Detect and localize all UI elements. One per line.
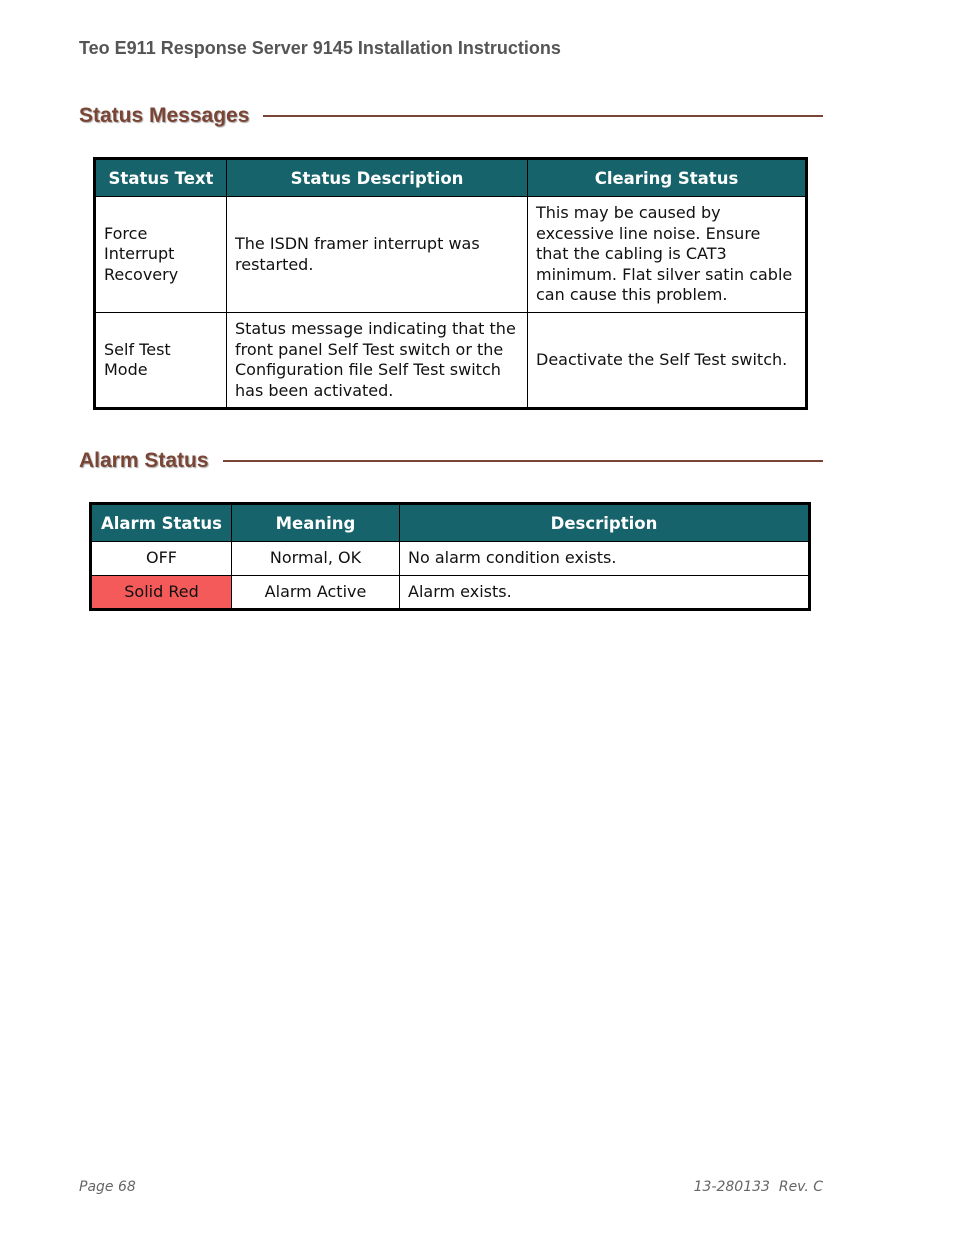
alarm-description-cell: No alarm condition exists. — [400, 542, 810, 576]
alarm-status-cell-red: Solid Red — [91, 575, 232, 610]
status-messages-heading-text: Status Messages — [79, 104, 250, 127]
status-description-cell: The ISDN framer interrupt was restarted. — [227, 197, 528, 313]
table-header-row — [91, 504, 810, 542]
column-header-meaning: Meaning — [232, 504, 400, 542]
column-header-status-description: Status Description — [227, 159, 528, 197]
column-header-status-text: Status Text — [95, 159, 227, 197]
clearing-status-cell: This may be caused by excessive line noise. Ensure that the cabling is CAT3 minimum. Flat silver satin cable can cause this problem. — [528, 197, 807, 313]
alarm-status-heading-text: Alarm Status — [79, 449, 209, 472]
footer-document-revision: 13-280133 Rev. C — [693, 1179, 823, 1195]
heading-rule — [263, 115, 823, 117]
footer-page-number: Page 68 — [79, 1179, 136, 1195]
column-header-clearing-status: Clearing Status — [528, 159, 807, 197]
column-header-description: Description — [400, 504, 810, 542]
alarm-status-cell: OFF — [91, 542, 232, 576]
document-header-title: Teo E911 Response Server 9145 Installation Instructions — [79, 38, 561, 58]
status-messages-table — [93, 157, 808, 410]
column-header-alarm-status: Alarm Status — [91, 504, 232, 542]
alarm-description-cell: Alarm exists. — [400, 575, 810, 610]
table-row — [95, 197, 807, 313]
alarm-status-table — [89, 502, 811, 611]
table-header-row — [95, 159, 807, 197]
table-row — [91, 575, 810, 610]
status-text-cell: Force Interrupt Recovery — [95, 197, 227, 313]
heading-rule — [223, 460, 823, 462]
status-description-cell: Status message indicating that the front panel Self Test switch or the Configuration file Self Test switch has been activated. — [227, 313, 528, 409]
alarm-status-heading — [79, 448, 823, 474]
table-row — [91, 542, 810, 576]
status-text-cell: Self Test Mode — [95, 313, 227, 409]
alarm-meaning-cell: Alarm Active — [232, 575, 400, 610]
status-messages-heading — [79, 103, 823, 129]
alarm-meaning-cell: Normal, OK — [232, 542, 400, 576]
clearing-status-cell: Deactivate the Self Test switch. — [528, 313, 807, 409]
table-row — [95, 313, 807, 409]
